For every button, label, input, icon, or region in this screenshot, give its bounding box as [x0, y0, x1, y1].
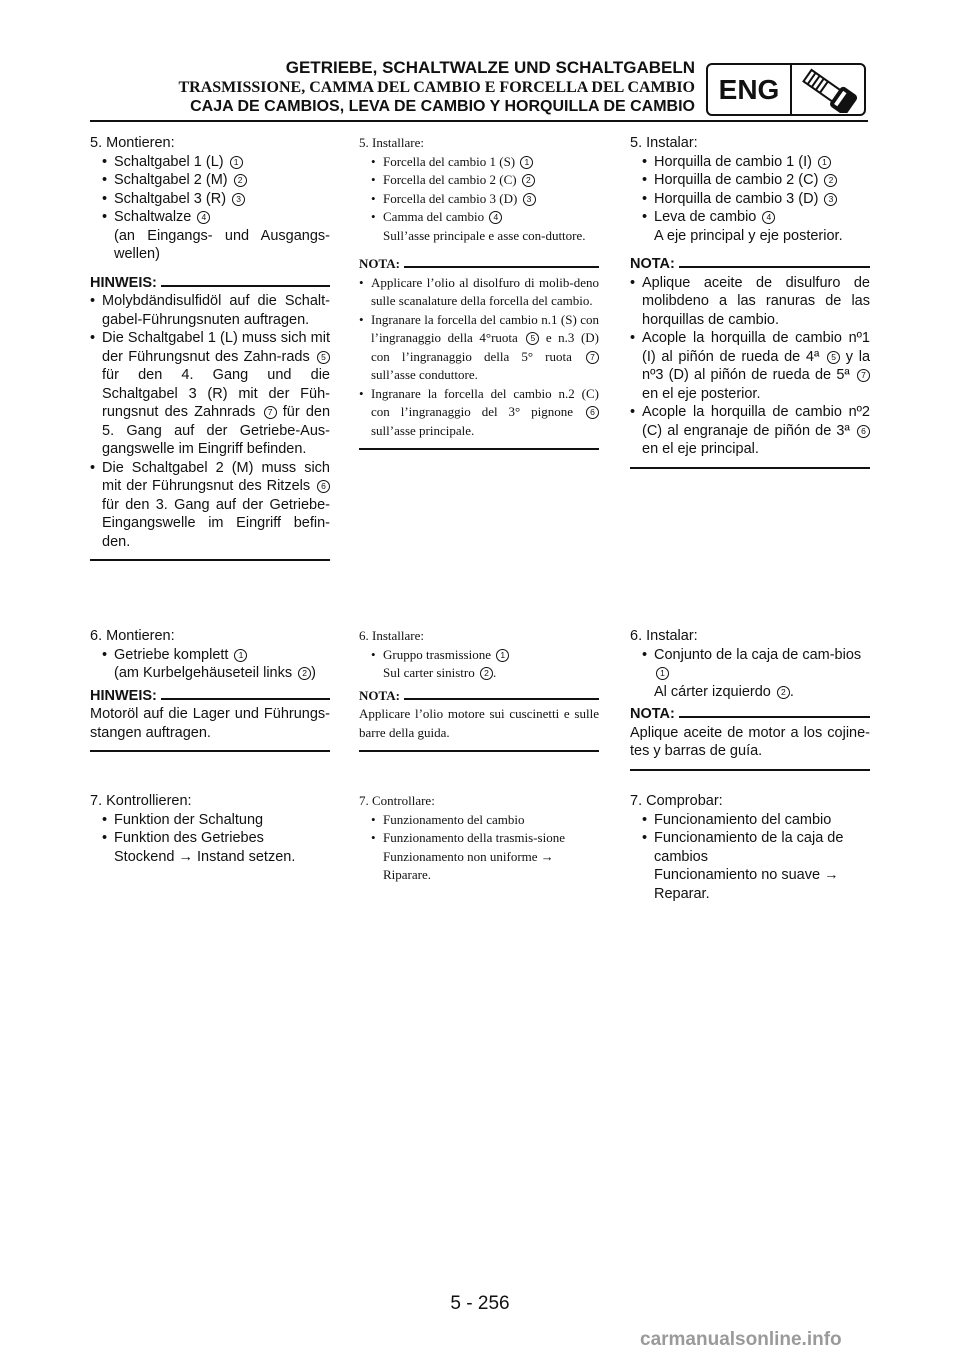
callout-3: 3	[232, 193, 245, 206]
italian-step-5	[359, 134, 599, 450]
list-item-note: Stockend → Instand setzen.	[114, 848, 296, 865]
spanish-step-7	[630, 792, 870, 903]
note-heading: NOTA:	[630, 705, 870, 724]
list-item: • Funzionamento della trasmis-sione	[359, 829, 599, 848]
note-text: Applicare l’olio motore sui cuscinetti e sulle barre della guida.	[359, 706, 599, 740]
note-item: • Applicare l’olio al disolfuro di molib-deno sulle scanalature della forcella del cambio.	[359, 274, 599, 311]
note-heading: NOTA:	[359, 687, 599, 706]
callout-2: 2	[234, 174, 247, 187]
list-item: • Horquilla de cambio 2 (C) 2	[630, 171, 870, 190]
note-item: • Ingranare la forcella del cambio n.2 (C) con l’ingranaggio del 3° pignone 6 sull’asse principale.	[359, 385, 599, 441]
page-number: 5 - 256	[450, 1293, 510, 1314]
step-title: 5. Installare:	[359, 135, 424, 150]
note-text: Motoröl auf die Lager und Führungs-stangen auftragen.	[90, 706, 330, 741]
wrench-bolt-icon	[792, 65, 864, 114]
note-item: • Die Schaltgabel 1 (L) muss sich mit der Führungsnut des Zahn-rads 5 für den 4. Gang und die Schaltgabel 3 (R) mit der Füh-rungsnut des Zahnrads 7 für den 5. Gang auf der Getriebe-Aus-gangswelle im Eingriff befinden.	[90, 329, 330, 459]
list-item: • Funzionamento del cambio	[359, 811, 599, 830]
header-title-german: GETRIEBE, SCHALTWALZE UND SCHALTGABELN	[285, 58, 695, 77]
list-item: • Getriebe komplett 1	[90, 646, 330, 665]
german-step-5	[90, 134, 330, 561]
list-item: • Schaltgabel 3 (R) 3	[90, 190, 330, 209]
list-item: • Forcella del cambio 3 (D) 3	[359, 190, 599, 209]
step-title: 6. Montieren:	[90, 628, 175, 644]
note-end-rule	[359, 750, 599, 752]
section-badge	[706, 63, 866, 116]
list-item-note: Sul carter sinistro 2 .	[383, 665, 497, 680]
callout-4: 4	[197, 211, 210, 224]
watermark: carmanualsonline.info	[640, 1329, 842, 1350]
list-item-note: A eje principal y eje posterior.	[654, 227, 843, 244]
list-item-note: Al cárter izquierdo 2 .	[654, 683, 794, 700]
note-end-rule	[630, 467, 870, 469]
list-item: • Schaltgabel 1 (L) 1	[90, 153, 330, 172]
note-item: • Die Schaltgabel 2 (M) muss sich mit der Führungsnut des Ritzels 6 für den 3. Gang auf der Getriebe-Eingangswelle im Eingriff befin-den.	[90, 459, 330, 552]
step-title: 7. Comprobar:	[630, 793, 723, 809]
list-item: • Schaltgabel 2 (M) 2	[90, 171, 330, 190]
header-rule	[90, 120, 868, 122]
step-title: 7. Kontrollieren:	[90, 793, 192, 809]
list-item: • Leva de cambio 4	[630, 208, 870, 227]
step-title: 5. Montieren:	[90, 135, 175, 151]
header-title-spanish: CAJA DE CAMBIOS, LEVA DE CAMBIO Y HORQUILLA DE CAMBIO	[190, 98, 695, 115]
note-end-rule	[630, 769, 870, 771]
list-item: • Horquilla de cambio 3 (D) 3	[630, 190, 870, 209]
step-title: 6. Instalar:	[630, 628, 698, 644]
list-item: • Gruppo trasmissione 1	[359, 646, 599, 665]
note-item: • Acople la horquilla de cambio nº1 (I) al piñón de rueda de 4ª 5 y la nº3 (D) al piñón de rueda de 5ª 7 en el eje posterior.	[630, 329, 870, 403]
list-item: • Conjunto de la caja de cam-bios 1	[630, 646, 870, 683]
note-item: • Molybdändisulfidöl auf die Schalt-gabel-Führungsnuten auftragen.	[90, 292, 330, 329]
list-item: • Horquilla de cambio 1 (I) 1	[630, 153, 870, 172]
note-heading: HINWEIS:	[90, 687, 330, 706]
german-step-6	[90, 627, 330, 752]
step-title: 5. Instalar:	[630, 135, 698, 151]
note-heading: NOTA:	[630, 255, 870, 274]
spanish-step-6	[630, 627, 870, 771]
note-heading: NOTA:	[359, 255, 599, 274]
note-heading: HINWEIS:	[90, 274, 330, 293]
page-header	[40, 58, 695, 117]
note-end-rule	[90, 750, 330, 752]
note-item: • Acople la horquilla de cambio nº2 (C) al engranaje de piñón de 3ª 6 en el eje principal.	[630, 403, 870, 459]
note-end-rule	[359, 448, 599, 450]
list-item: • Forcella del cambio 1 (S) 1	[359, 153, 599, 172]
header-title-italian: TRASMISSIONE, CAMMA DEL CAMBIO E FORCELLA DEL CAMBIO	[178, 79, 695, 96]
note-end-rule	[90, 559, 330, 561]
german-step-7	[90, 792, 330, 866]
list-item: • Funcionamiento del cambio	[630, 811, 870, 830]
list-item-note: Funcionamiento no suave → Reparar.	[654, 867, 839, 902]
italian-step-7	[359, 792, 599, 885]
section-badge-label: ENG	[708, 65, 792, 114]
callout-1: 1	[230, 156, 243, 169]
step-title: 6. Installare:	[359, 628, 424, 643]
list-item-note: Sull’asse principale e asse con-duttore.	[383, 227, 586, 243]
list-item: • Funktion der Schaltung	[90, 811, 330, 830]
italian-step-6	[359, 627, 599, 752]
spanish-step-5	[630, 134, 870, 469]
list-item-note: (an Eingangs- und Ausgangs-wellen)	[114, 227, 330, 262]
step-title: 7. Controllare:	[359, 793, 435, 808]
note-item: • Ingranare la forcella del cambio n.1 (S) con l’ingranaggio della 4°ruota 5 e n.3 (D) con l’ingranaggio della 5° ruota 7 sull’asse conduttore.	[359, 311, 599, 385]
note-item: • Aplique aceite de disulfuro de molibdeno a las ranuras de las horquillas de cambio.	[630, 274, 870, 330]
list-item: • Funcionamiento de la caja de cambios	[630, 829, 870, 866]
list-item: • Forcella del cambio 2 (C) 2	[359, 171, 599, 190]
list-item-note: (am Kurbelgehäuseteil links 2 )	[114, 665, 316, 681]
note-text: Aplique aceite de motor a los cojine-tes y barras de guía.	[630, 724, 870, 759]
list-item: • Schaltwalze 4	[90, 208, 330, 227]
list-item: • Funktion des Getriebes	[90, 829, 330, 848]
list-item: • Camma del cambio 4	[359, 208, 599, 227]
list-item-note: Funzionamento non uniforme → Riparare.	[383, 848, 554, 882]
